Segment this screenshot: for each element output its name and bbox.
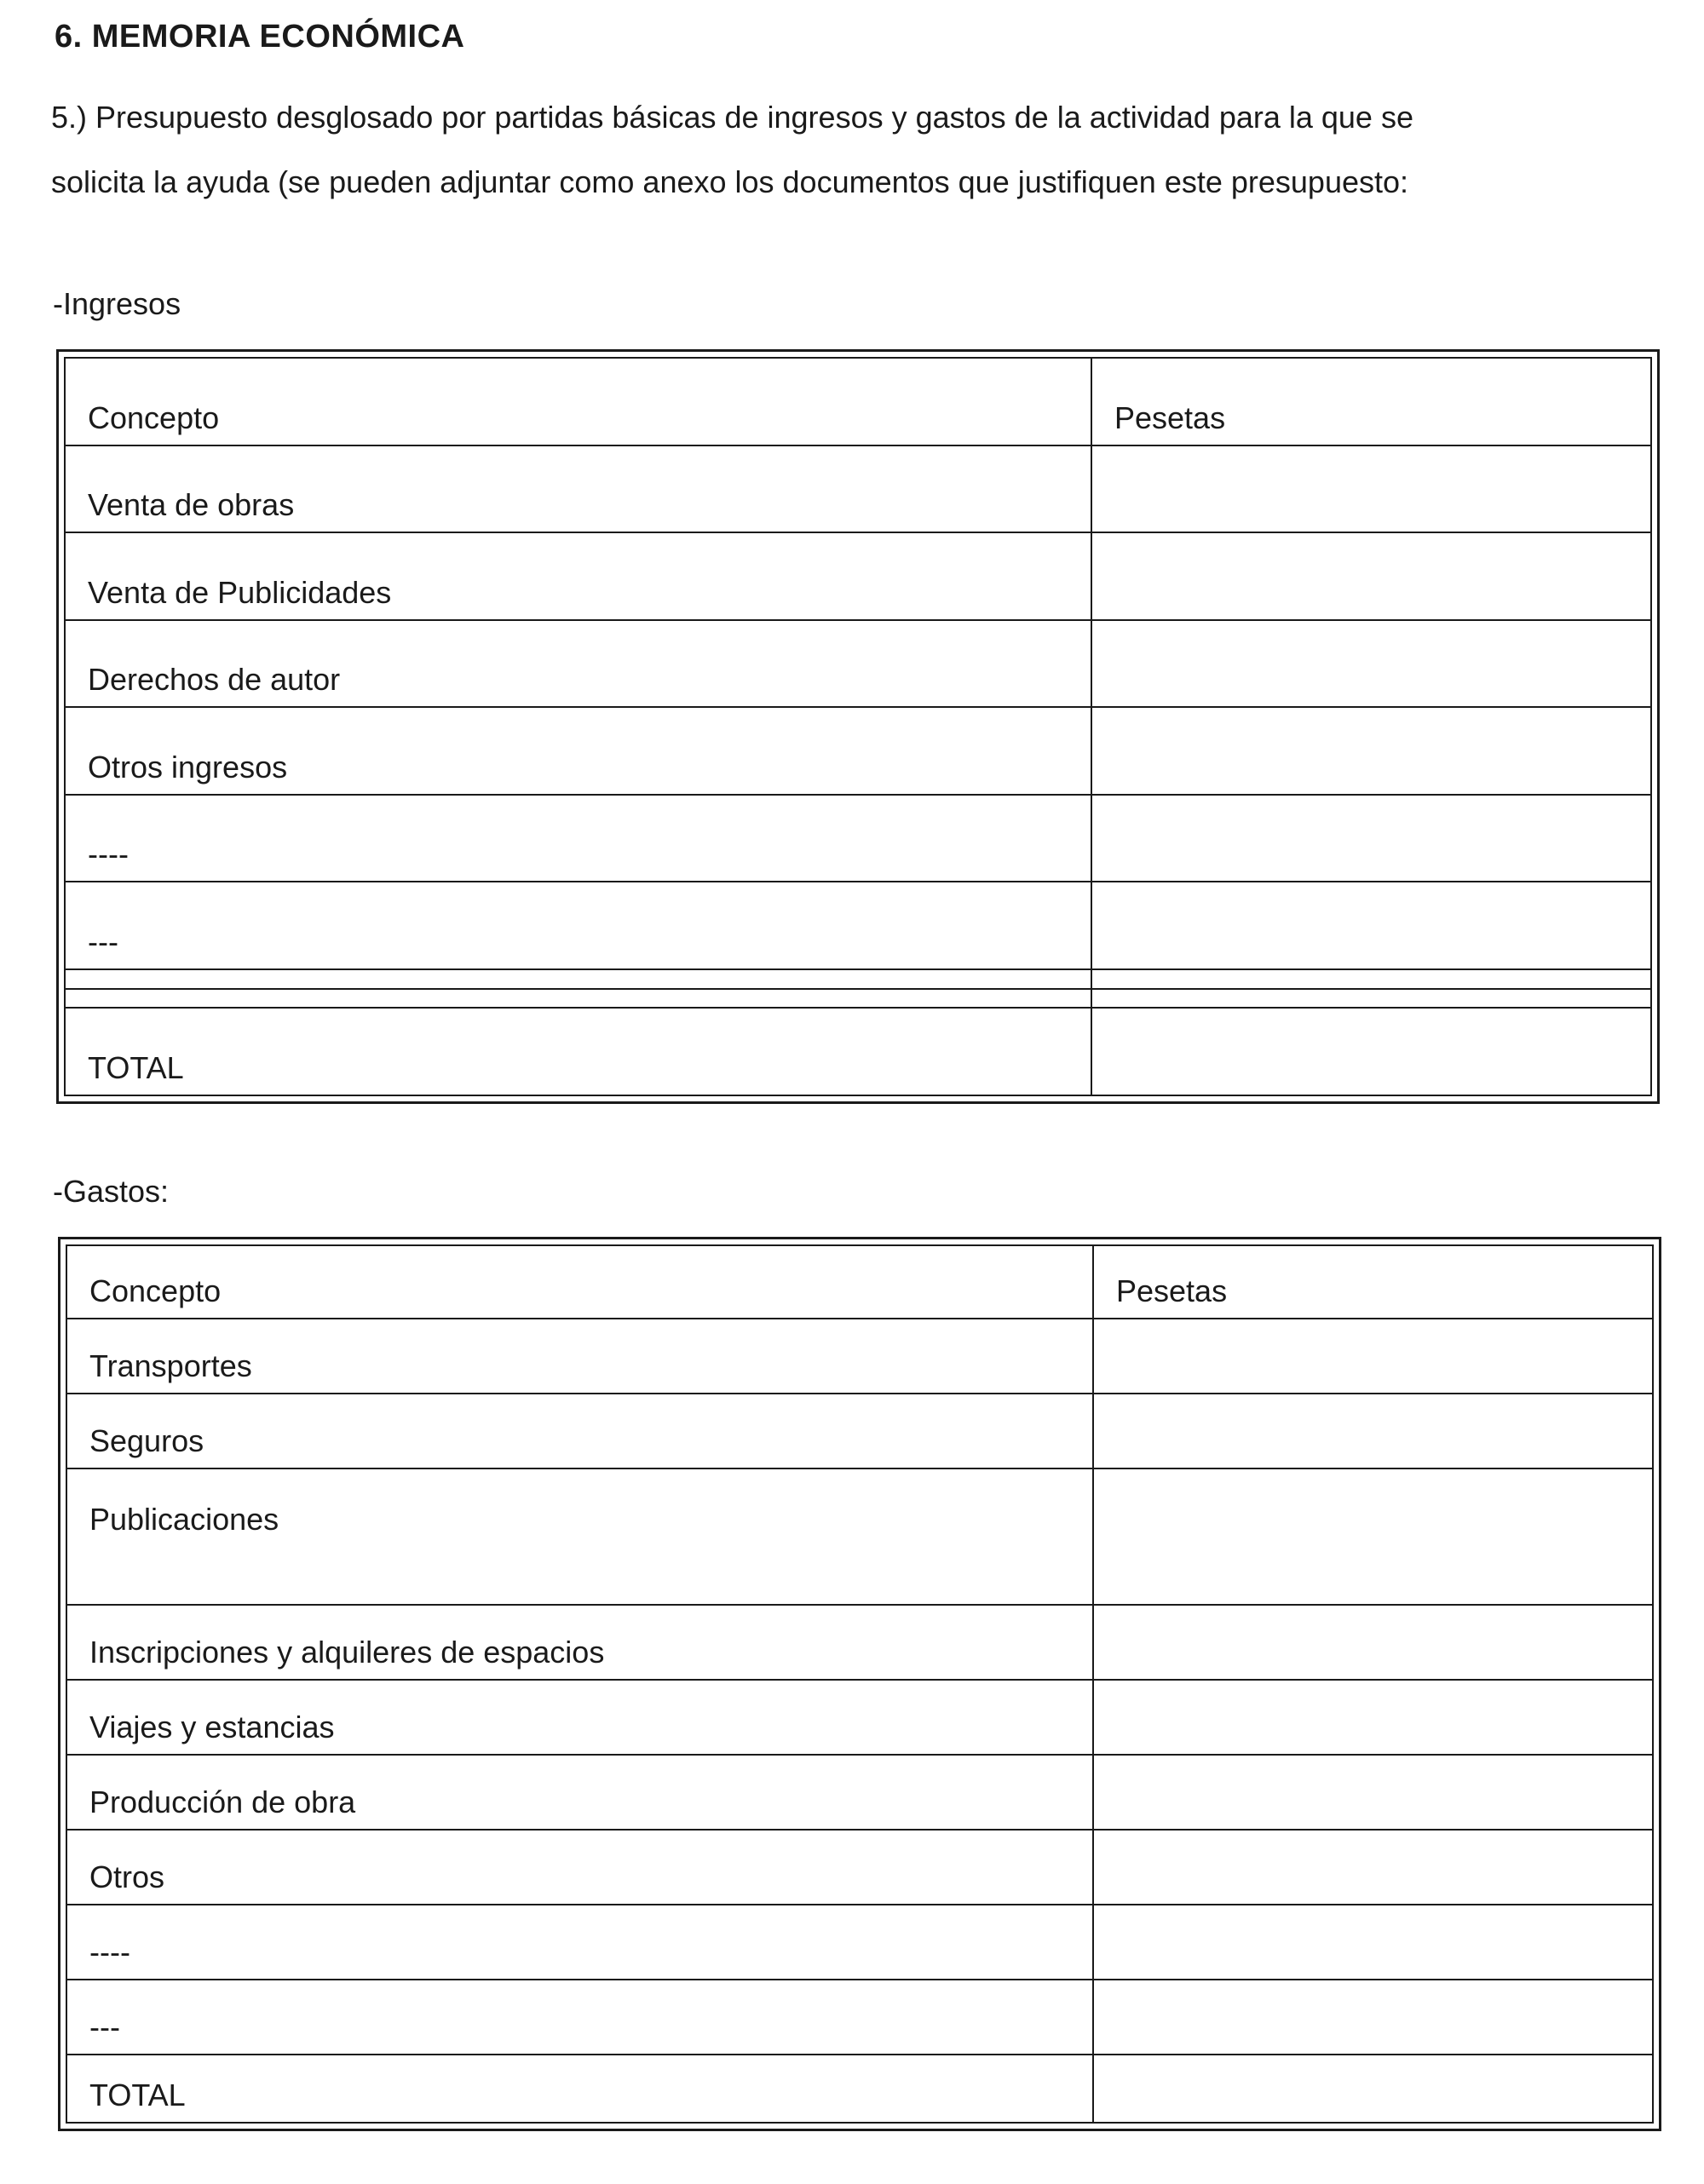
row-concept[interactable]: --- (66, 1980, 1093, 2055)
row-amount-field[interactable] (1093, 1319, 1653, 1394)
table-row (65, 445, 1651, 533)
row-amount-field[interactable] (1093, 1830, 1653, 1905)
row-amount-field[interactable] (1093, 1680, 1653, 1755)
row-concept[interactable]: --- (65, 882, 1091, 969)
row-amount-field[interactable] (1093, 1905, 1653, 1980)
total-amount-field[interactable] (1093, 2055, 1653, 2123)
row-amount-field[interactable] (1091, 707, 1651, 795)
table-row (66, 1394, 1653, 1468)
total-label: TOTAL (65, 1008, 1091, 1095)
row-amount-field[interactable] (1091, 532, 1651, 620)
row-amount-field[interactable] (1093, 1394, 1653, 1468)
row-amount-field[interactable] (1091, 882, 1651, 969)
row-concept[interactable] (65, 969, 1091, 989)
header-concept: Concepto (65, 358, 1091, 445)
row-concept: Publicaciones (66, 1468, 1093, 1605)
table-row (66, 1830, 1653, 1905)
section-title: 6. MEMORIA ECONÓMICA (55, 19, 465, 55)
row-concept: Derechos de autor (65, 620, 1091, 708)
table-total-row (65, 1008, 1651, 1095)
row-amount-field[interactable] (1093, 1980, 1653, 2055)
table-row (66, 1980, 1653, 2055)
row-concept: Venta de Publicidades (65, 532, 1091, 620)
total-amount-field[interactable] (1091, 1008, 1651, 1095)
row-amount-field[interactable] (1091, 445, 1651, 533)
table-row (66, 1605, 1653, 1680)
table-row (66, 1680, 1653, 1755)
table-header-row (66, 1245, 1653, 1319)
row-concept: Viajes y estancias (66, 1680, 1093, 1755)
table-row (65, 620, 1651, 708)
row-concept: Otros (66, 1830, 1093, 1905)
row-amount-field[interactable] (1093, 1755, 1653, 1830)
table-row (65, 707, 1651, 795)
header-amount: Pesetas (1091, 358, 1651, 445)
row-amount-field[interactable] (1091, 620, 1651, 708)
row-concept[interactable]: ---- (66, 1905, 1093, 1980)
table-header-row (65, 358, 1651, 445)
table-total-row (66, 2055, 1653, 2123)
table-row (66, 1468, 1653, 1605)
table-row (65, 532, 1651, 620)
table-row (65, 989, 1651, 1009)
row-amount-field[interactable] (1091, 795, 1651, 882)
row-concept: Transportes (66, 1319, 1093, 1394)
row-amount-field[interactable] (1093, 1468, 1653, 1605)
row-concept[interactable]: ---- (65, 795, 1091, 882)
ingresos-label: -Ingresos (53, 286, 181, 321)
intro-line-2: solicita la ayuda (se pueden adjuntar como anexo los documentos que justifiquen este presupuesto: (51, 164, 1409, 199)
intro-text (51, 85, 1670, 215)
row-concept: Producción de obra (66, 1755, 1093, 1830)
row-amount-field[interactable] (1093, 1605, 1653, 1680)
total-label: TOTAL (66, 2055, 1093, 2123)
gastos-table (66, 1244, 1654, 2124)
intro-line-1: 5.) Presupuesto desglosado por partidas básicas de ingresos y gastos de la actividad para la que se (51, 100, 1413, 135)
table-row (65, 795, 1651, 882)
ingresos-table (64, 357, 1652, 1096)
table-row (66, 1755, 1653, 1830)
table-row (66, 1905, 1653, 1980)
row-concept: Seguros (66, 1394, 1093, 1468)
row-concept[interactable] (65, 989, 1091, 1009)
gastos-label: -Gastos: (53, 1174, 170, 1209)
table-row (65, 969, 1651, 989)
row-amount-field[interactable] (1091, 989, 1651, 1009)
row-concept: Venta de obras (65, 445, 1091, 533)
gastos-table-frame (58, 1237, 1661, 2131)
ingresos-table-frame (56, 349, 1660, 1104)
header-amount: Pesetas (1093, 1245, 1653, 1319)
table-row (65, 882, 1651, 969)
row-concept: Inscripciones y alquileres de espacios (66, 1605, 1093, 1680)
row-amount-field[interactable] (1091, 969, 1651, 989)
table-row (66, 1319, 1653, 1394)
row-concept: Otros ingresos (65, 707, 1091, 795)
header-concept: Concepto (66, 1245, 1093, 1319)
